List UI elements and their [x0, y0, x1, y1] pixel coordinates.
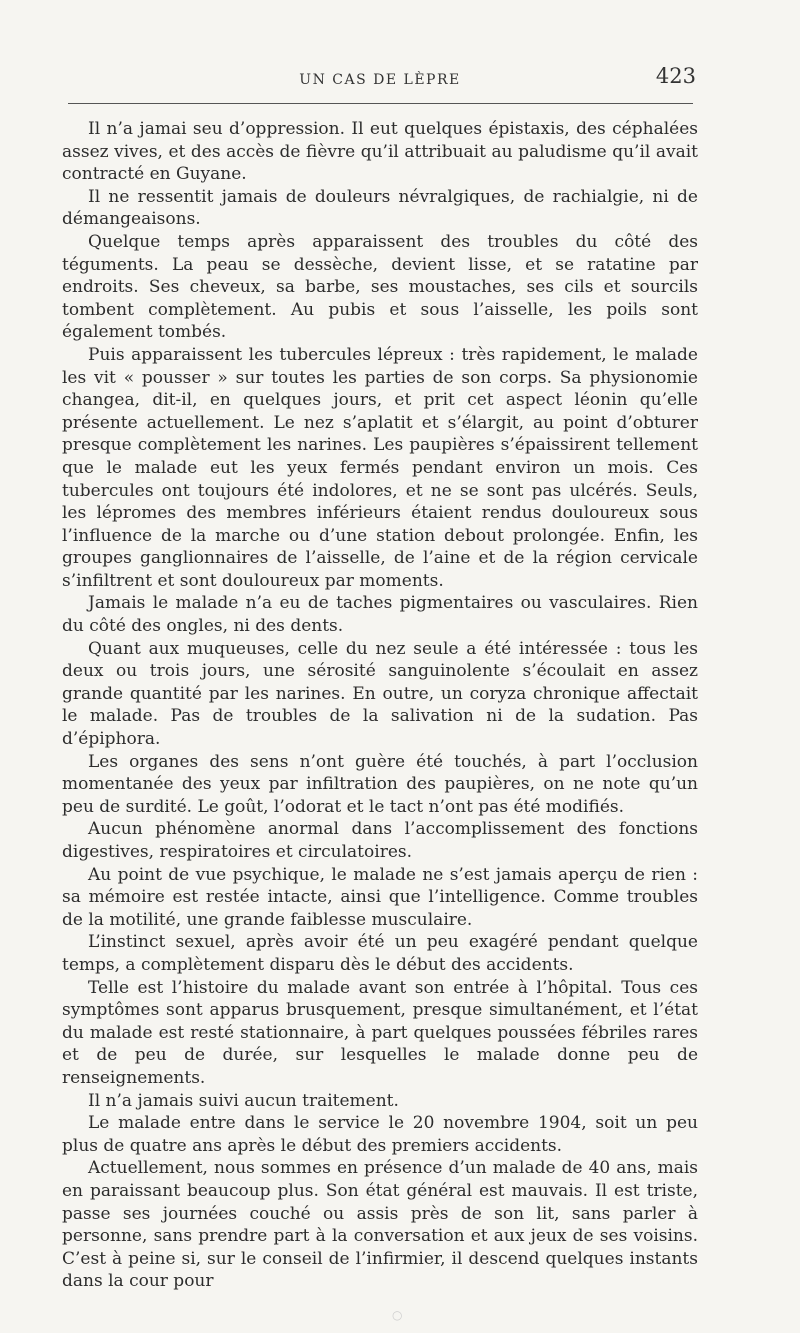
- body-text: [62, 118, 698, 1293]
- paragraph: Puis apparaissent les tubercules lépreux : très rapidement, le malade les vit « pousser » sur toutes les parties de son corps. Sa physionomie changea, dit-il, en quelques jours, et prit cet aspect léonin qu’elle présente actuellement. Le nez s’aplatit et s’élargit, au point d’obturer presque complètement les narines. Les paupières s’épaissirent tellement que le malade eut les yeux fermés pendant environ un mois. Ces tubercules ont toujours été indolores, et ne se sont pas ulcérés. Seuls, les lépromes des membres inférieurs étaient rendus douloureux sous l’influence de la marche ou d’une station debout prolongée. Enfin, les groupes ganglionnaires de l’aisselle, de l’aine et de la région cervicale s’infiltrent et sont douloureux par moments.: [62, 344, 698, 591]
- running-head: [62, 64, 698, 94]
- paragraph: Il n’a jamai seu d’oppression. Il eut quelques épistaxis, des céphalées assez vives, et des accès de fièvre qu’il attribuait au paludisme qu’il avait contracté en Guyane.: [62, 119, 698, 185]
- paragraph: Il ne ressentit jamais de douleurs névralgiques, de rachialgie, ni de démangeaisons.: [62, 186, 698, 230]
- paragraph: Quelque temps après apparaissent des troubles du côté des téguments. La peau se dessèche, devient lisse, et se ratatine par endroits. Ses cheveux, sa barbe, ses moustaches, ses cils et sourcils tombent complètement. Au pubis et sous l’aisselle, les poils sont également tombés.: [62, 231, 698, 343]
- paragraph: L’instinct sexuel, après avoir été un peu exagéré pendant quelque temps, a complètement disparu dès le début des accidents.: [62, 932, 698, 975]
- paragraph: Au point de vue psychique, le malade ne s’est jamais aperçu de rien : sa mémoire est restée intacte, ainsi que l’intelligence. Comme troubles de la motilité, une grande faiblesse musculaire.: [62, 864, 698, 930]
- paragraph: Il n’a jamais suivi aucun traitement.: [88, 1090, 399, 1111]
- running-title: UN CAS DE LÈPRE: [299, 72, 461, 88]
- paragraph: Le malade entre dans le service le 20 novembre 1904, soit un peu plus de quatre ans après le début des premiers accidents.: [62, 1113, 698, 1156]
- paragraph: Actuellement, nous sommes en présence d’un malade de 40 ans, mais en paraissant beaucoup plus. Son état général est mauvais. Il est triste, passe ses journées couché ou assis près de son lit, sans parler à personne, sans prendre part à la conversation et aux jeux de ses voisins. C’est à peine si, sur le conseil de l’infirmier, il descend quelques instants dans la cour pour: [62, 1158, 698, 1292]
- faint-page-mark: ○: [392, 1308, 403, 1322]
- page-number: 423: [655, 64, 696, 88]
- paragraph: Telle est l’histoire du malade avant son entrée à l’hôpital. Tous ces symptômes sont apparus brusquement, presque simultanément, et l’état du malade est resté stationnaire, à part quelques poussées fébriles rares et de peu de durée, sur lesquelles le malade donne peu de renseignements.: [62, 977, 698, 1088]
- header-rule: [68, 103, 693, 104]
- paragraph: Les organes des sens n’ont guère été touchés, à part l’occlusion momentanée des yeux par infiltration des paupières, on ne note qu’un peu de surdité. Le goût, l’odorat et le tact n’ont pas été modifiés.: [62, 751, 698, 817]
- paragraph: Aucun phénomène anormal dans l’accomplissement des fonctions digestives, respiratoires et circulatoires.: [62, 819, 698, 862]
- paragraph: Quant aux muqueuses, celle du nez seule a été intéressée : tous les deux ou trois jours, une sérosité sanguinolente s’écoulait en assez grande quantité par les narines. En outre, un coryza chronique affectait le malade. Pas de troubles de la salivation ni de la sudation. Pas d’épiphora.: [62, 638, 698, 750]
- paragraph: Jamais le malade n’a eu de taches pigmentaires ou vasculaires. Rien du côté des ongles, ni des dents.: [62, 593, 698, 637]
